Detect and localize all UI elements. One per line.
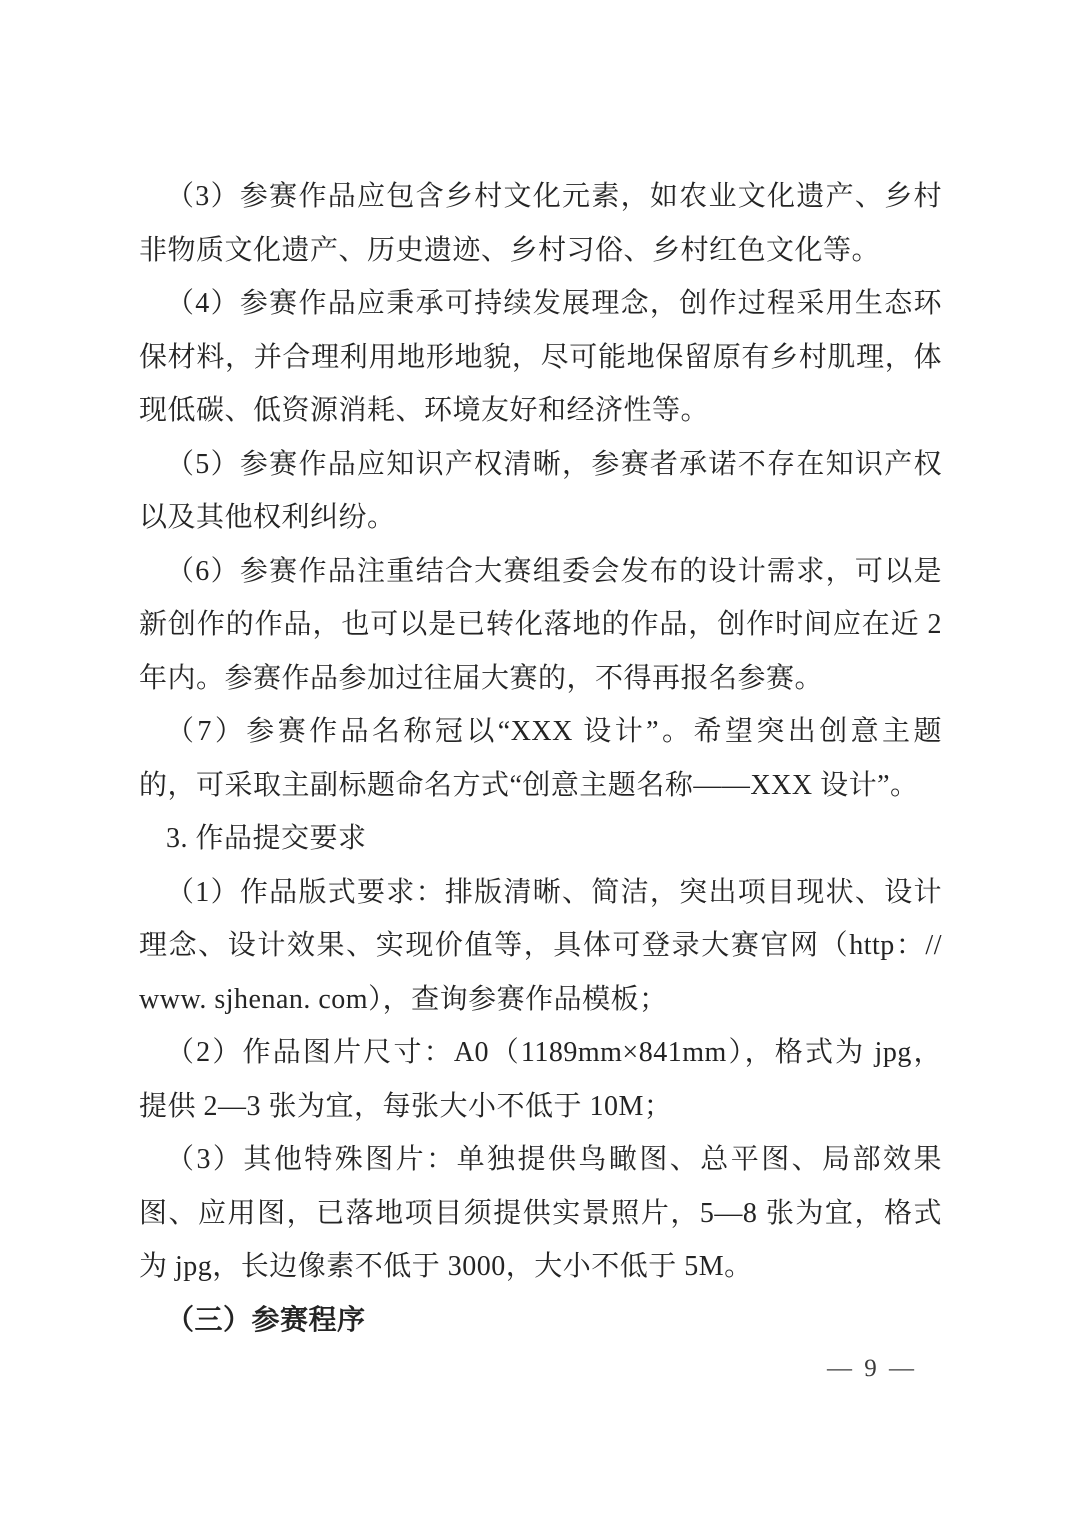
text-line: 保材料，并合理利用地形地貌，尽可能地保留原有乡村肌理，体 bbox=[139, 341, 942, 373]
text-line: 理念、设计效果、实现价值等，具体可登录大赛官网（http：// bbox=[139, 930, 942, 961]
text-line: 现低碳、低资源消耗、环境友好和经济性等。 bbox=[139, 395, 710, 426]
text-line: 提供 2—3 张为宜，每张大小不低于 10M； bbox=[139, 1090, 673, 1122]
text-line: 为 jpg，长边像素不低于 3000，大小不低于 5M。 bbox=[139, 1251, 753, 1282]
text-line: 非物质文化遗产、历史遗迹、乡村习俗、乡村红色文化等。 bbox=[139, 234, 881, 266]
text-line: 年内。参赛作品参加过往届大赛的，不得再报名参赛。 bbox=[139, 662, 824, 694]
document-body bbox=[139, 170, 942, 1347]
section-heading: 3. 作品提交要求 bbox=[166, 823, 367, 854]
section-heading: （三）参赛程序 bbox=[166, 1304, 366, 1336]
text-line: 的，可采取主副标题命名方式“创意主题名称——XXX 设计”。 bbox=[139, 769, 919, 801]
text-line: （7）参赛作品名称冠以“XXX 设计”。希望突出创意主题 bbox=[166, 716, 942, 747]
text-line: www. sjhenan. com），查询参赛作品模板； bbox=[139, 983, 668, 1015]
text-line: （2）作品图片尺寸：A0（1189mm×841mm），格式为 jpg， bbox=[166, 1037, 942, 1068]
text-line: （3）其他特殊图片：单独提供鸟瞰图、总平图、局部效果 bbox=[166, 1144, 942, 1175]
text-line: （3）参赛作品应包含乡村文化元素，如农业文化遗产、乡村 bbox=[166, 181, 942, 212]
text-line: （1）作品版式要求：排版清晰、简洁，突出项目现状、设计 bbox=[166, 876, 942, 908]
text-line: 以及其他权利纠纷。 bbox=[139, 502, 396, 533]
page-number: — 9 — bbox=[827, 1355, 917, 1382]
text-line: 图、应用图，已落地项目须提供实景照片，5—8 张为宜，格式 bbox=[139, 1197, 942, 1229]
text-line: 新创作的作品，也可以是已转化落地的作品，创作时间应在近 2 bbox=[139, 609, 942, 640]
text-line: （6）参赛作品注重结合大赛组委会发布的设计需求，可以是 bbox=[166, 555, 942, 587]
text-line: （5）参赛作品应知识产权清晰，参赛者承诺不存在知识产权 bbox=[166, 448, 942, 480]
text-line: （4）参赛作品应秉承可持续发展理念，创作过程采用生态环 bbox=[166, 288, 942, 319]
